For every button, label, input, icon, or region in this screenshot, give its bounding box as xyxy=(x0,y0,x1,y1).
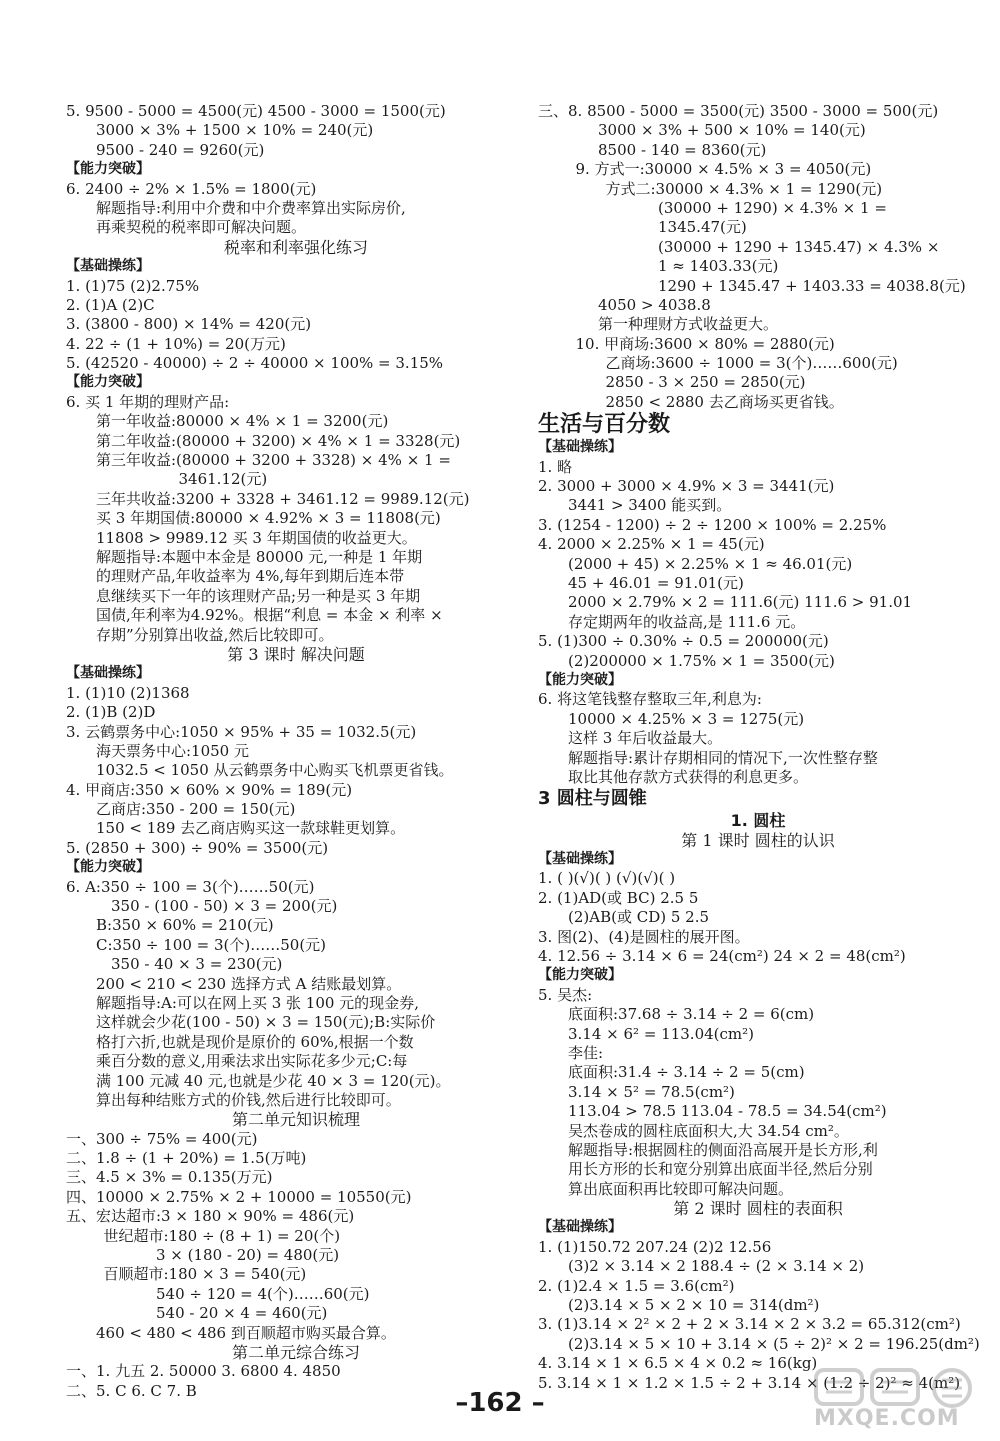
answer-line: 二、5. C 6. C 7. B xyxy=(66,1381,197,1400)
answer-line: 11808 > 9989.12 买 3 年期国债的收益更大。 xyxy=(96,528,417,547)
answer-line: 乙商店:350 - 200 = 150(元) xyxy=(96,800,296,819)
answer-line: 的理财产品,年收益率为 4%,每年到期后连本带 xyxy=(96,567,405,586)
answer-line: 2850 - 3 × 250 = 2850(元) xyxy=(605,373,806,392)
answer-line: 三、8. 8500 - 5000 = 3500(元) 3500 - 3000 = 500(元) xyxy=(538,102,939,120)
section-label: 【基础操练】 xyxy=(538,1219,622,1236)
answer-line: 方式二:30000 × 4.3% × 1 = 1290(元) xyxy=(605,179,883,198)
answer-line: 200 < 210 < 230 选择方式 A 结账最划算。 xyxy=(96,974,402,993)
answer-line: 8500 - 140 = 8360(元) xyxy=(598,140,767,159)
answer-line: 3. (1254 - 1200) ÷ 2 ÷ 1200 × 100% = 2.25% xyxy=(538,515,887,534)
answer-line: 第三年收益:(80000 + 3200 + 3328) × 4% × 1 = xyxy=(96,451,451,470)
answer-line: 五、宏达超市:3 × 180 × 90% = 486(元) xyxy=(66,1207,355,1226)
answer-line: 9500 - 240 = 9260(元) xyxy=(96,140,265,159)
answer-line: 二、1.8 ÷ (1 + 20%) = 1.5(万吨) xyxy=(66,1149,307,1168)
answer-line: 3.14 × 6² = 113.04(cm²) xyxy=(568,1024,754,1043)
answer-line: 满 100 元减 40 元,也就是少花 40 × 3 = 120(元)。 xyxy=(96,1071,451,1090)
answer-line: 6. A:350 ÷ 100 = 3(个)……50(元) xyxy=(66,877,315,896)
answer-line: 460 < 480 < 486 到百顺超市购买最合算。 xyxy=(96,1323,396,1342)
answer-line: 5. 吴杰: xyxy=(538,985,593,1004)
section-label: 【能力突破】 xyxy=(66,374,150,391)
answer-line: 5. (2850 + 300) ÷ 90% = 3500(元) xyxy=(66,838,329,857)
answer-line: 6. 2400 ÷ 2% × 1.5% = 1800(元) xyxy=(66,179,317,198)
answer-line: 1032.5 < 1050 从云鹤票务中心购买飞机票更省钱。 xyxy=(96,761,454,780)
right-column xyxy=(538,102,978,1393)
answer-line: 1290 + 1345.47 + 1403.33 = 4038.8(元) xyxy=(658,276,966,295)
answer-line: (2000 + 45) × 2.25% × 1 ≈ 46.01(元) xyxy=(568,554,853,573)
answer-line: 113.04 > 78.5 113.04 - 78.5 = 34.54(cm²) xyxy=(568,1102,887,1121)
answer-line: 格打六折,也就是现价是原价的 60%,根据一个数 xyxy=(96,1032,414,1051)
answer-line: (2)3.14 × 5 × 10 + 3.14 × (5 ÷ 2)² × 2 = 196.25(dm²) xyxy=(568,1334,980,1353)
section-label: 【基础操练】 xyxy=(538,439,622,456)
section-label: 【能力突破】 xyxy=(538,967,622,984)
section-heading: 第二单元知识梳理 xyxy=(231,1110,360,1130)
answer-line: 解题指导:利用中介费和中介费率算出实际房价, xyxy=(96,198,406,217)
section-heading: 第二单元综合练习 xyxy=(231,1343,360,1362)
answer-line: 2000 × 2.79% × 2 = 111.6(元) 111.6 > 91.01 xyxy=(568,593,913,612)
answer-line: 4. 22 ÷ (1 + 10%) = 20(万元) xyxy=(66,334,286,353)
answer-line: 乙商场:3600 ÷ 1000 = 3(个)……600(元) xyxy=(605,354,898,373)
answer-line: 4. 甲商店:350 × 60% × 90% = 189(元) xyxy=(66,780,353,799)
answer-line: 第一种理财方式收益更大。 xyxy=(598,315,779,334)
answer-line: 第一年收益:80000 × 4% × 1 = 3200(元) xyxy=(96,412,389,431)
answer-line: 2850 < 2880 去乙商场买更省钱。 xyxy=(605,392,844,411)
answer-line: 乘百分数的意义,用乘法求出实际花多少元;C:每 xyxy=(96,1052,408,1071)
answer-line: 3. 图(2)、(4)是圆柱的展开图。 xyxy=(538,927,750,946)
answer-line: 再乘契税的税率即可解决问题。 xyxy=(96,218,307,237)
answer-line: 3. (3800 - 800) × 14% = 420(元) xyxy=(66,315,312,334)
answer-line: 3000 × 3% + 1500 × 10% = 240(元) xyxy=(96,121,374,140)
section-heading: 第 3 课时 解决问题 xyxy=(227,644,365,664)
answer-line: 三年共收益:3200 + 3328 + 3461.12 = 9989.12(元) xyxy=(96,489,470,508)
answer-line: 4. 12.56 ÷ 3.14 × 6 = 24(cm²) 24 × 2 = 48(cm²) xyxy=(538,947,906,966)
answer-line: 一、300 ÷ 75% = 400(元) xyxy=(66,1129,258,1148)
answer-line: 4. 3.14 × 1 × 6.5 × 4 × 0.2 ≈ 16(kg) xyxy=(538,1354,818,1373)
answer-line: 9. 方式一:30000 × 4.5% × 3 = 4050(元) xyxy=(575,160,872,179)
answer-line: 3 × (180 - 20) = 480(元) xyxy=(156,1246,340,1265)
answer-line: 1. (1)150.72 207.24 (2)2 12.56 xyxy=(538,1237,772,1256)
section-heading: 生活与百分数 xyxy=(538,412,671,438)
answer-line: 4050 > 4038.8 xyxy=(598,295,711,314)
section-heading: 税率和利率强化练习 xyxy=(223,237,368,257)
answer-line: 5. 9500 - 5000 = 4500(元) 4500 - 3000 = 1500(元) xyxy=(66,102,446,120)
answer-line: 2. (1)B (2)D xyxy=(66,703,156,722)
section-label: 【基础操练】 xyxy=(66,258,150,275)
answer-line: 存定期两年的收益高,是 111.6 元。 xyxy=(568,612,806,631)
answer-line: (2)200000 × 1.75% × 1 = 3500(元) xyxy=(568,651,835,670)
answer-line: 算出每种结账方式的价钱,然后进行比较即可。 xyxy=(96,1090,401,1109)
answer-line: 息继续买下一年的该理财产品;另一种是买 3 年期 xyxy=(96,586,421,605)
answer-line: 四、10000 × 2.75% × 2 + 10000 = 10550(元) xyxy=(66,1187,412,1206)
answer-line: 海天票务中心:1050 元 xyxy=(96,741,249,760)
section-label: 【基础操练】 xyxy=(66,665,150,682)
answer-line: 2. (1)2.4 × 1.5 = 3.6(cm²) xyxy=(538,1276,735,1295)
section-heading: 第 2 课时 圆柱的表面积 xyxy=(673,1199,843,1219)
page-number: –162 – xyxy=(455,1388,545,1418)
answer-line: 3. (1)3.14 × 2² × 2 + 2 × 3.14 × 2 × 3.2 = 65.312(cm²) xyxy=(538,1315,961,1334)
section-label: 【能力突破】 xyxy=(66,161,150,178)
watermark-logo-icon xyxy=(812,1366,988,1410)
answer-line: 5. 3.14 × 1 × 1.2 × 1.5 ÷ 2 + 3.14 × (1.2 ÷ 2)² ≈ 4(m²) xyxy=(538,1373,961,1392)
answer-line: 540 ÷ 120 = 4(个)……60(元) xyxy=(156,1284,370,1303)
section-label: 【能力突破】 xyxy=(66,859,150,876)
answer-line: 第二年收益:(80000 + 3200) × 4% × 1 = 3328(元) xyxy=(96,431,461,450)
answer-line: 底面积:31.4 ÷ 3.14 ÷ 2 = 5(cm) xyxy=(568,1063,805,1082)
answer-line: 吴杰卷成的圆柱底面积大,大 34.54 cm²。 xyxy=(568,1121,849,1140)
answer-line: (30000 + 1290) × 4.3% × 1 = xyxy=(658,198,887,217)
answer-line: 解题指导:A:可以在网上买 3 张 100 元的现金券, xyxy=(96,993,419,1012)
answer-line: 350 - 40 × 3 = 230(元) xyxy=(111,955,283,974)
answer-line: 取比其他存款方式获得的利息更多。 xyxy=(568,767,809,786)
section-heading: 1. 圆柱 xyxy=(730,811,786,831)
answer-line: 10000 × 4.25% × 3 = 1275(元) xyxy=(568,709,805,728)
answer-line: 150 < 189 去乙商店购买这一款球鞋更划算。 xyxy=(96,819,406,838)
section-heading: 3 圆柱与圆锥 xyxy=(538,788,647,810)
answer-line: 350 - (100 - 50) × 3 = 200(元) xyxy=(111,897,338,916)
answer-line: 1. (1)10 (2)1368 xyxy=(66,683,190,702)
watermark-logo xyxy=(812,1366,988,1434)
answer-line: 3441 > 3400 能买到。 xyxy=(568,496,732,515)
answer-line: 1345.47(元) xyxy=(658,218,747,237)
answer-line: 1 ≈ 1403.33(元) xyxy=(658,257,779,276)
answer-line: 用长方形的长和宽分别算出底面半径,然后分别 xyxy=(568,1160,873,1179)
section-heading: 第 1 课时 圆柱的认识 xyxy=(681,830,835,850)
answer-line: 6. 将这笔钱整存整取三年,利息为: xyxy=(538,690,762,709)
answer-line: 1. (1)75 (2)2.75% xyxy=(66,276,200,295)
answer-line: 3461.12(元) xyxy=(178,470,268,489)
answer-line: B:350 × 60% = 210(元) xyxy=(96,916,274,935)
section-label: 【基础操练】 xyxy=(538,851,622,868)
answer-line: 三、4.5 × 3% = 0.135(万元) xyxy=(66,1168,273,1187)
answer-line: 1. ( )(√)( ) (√)(√)( ) xyxy=(538,869,676,888)
answer-line: 2. (1)A (2)C xyxy=(66,295,155,314)
answer-line: 1. 略 xyxy=(538,457,573,476)
answer-line: 5. (42520 - 40000) ÷ 2 ÷ 40000 × 100% = 3.15% xyxy=(66,354,444,373)
watermark-text: MXQE.COM xyxy=(814,1406,960,1431)
answer-line: 李佳: xyxy=(568,1043,604,1062)
answer-line: (2)3.14 × 5 × 2 × 10 = 314(dm²) xyxy=(568,1296,820,1315)
answer-line: 这样 3 年后收益最大。 xyxy=(568,729,723,748)
left-column xyxy=(66,102,526,1401)
section-label: 【能力突破】 xyxy=(538,671,622,688)
answer-line: 一、1. 九五 2. 50000 3. 6800 4. 4850 xyxy=(66,1362,341,1381)
answer-line: 3.14 × 5² = 78.5(cm²) xyxy=(568,1082,735,1101)
answer-line: (2)AB(或 CD) 5 2.5 xyxy=(568,908,710,927)
answer-line: (30000 + 1290 + 1345.47) × 4.3% × xyxy=(658,237,940,256)
answer-line: 存期”分别算出收益,然后比较即可。 xyxy=(96,625,334,644)
answer-line: 国债,年利率为4.92%。根据“利息 = 本金 × 利率 × xyxy=(96,606,443,625)
answer-line: 3000 × 3% + 500 × 10% = 140(元) xyxy=(598,121,866,140)
answer-line: 6. 买 1 年期的理财产品: xyxy=(66,392,230,411)
answer-line: 45 + 46.01 = 91.01(元) xyxy=(568,573,744,592)
answer-line: 10. 甲商场:3600 × 80% = 2880(元) xyxy=(575,334,835,353)
answer-line: 解题指导:累计存期相同的情况下,一次性整存整 xyxy=(568,748,878,767)
answer-line: 2. 3000 + 3000 × 4.9% × 3 = 3441(元) xyxy=(538,477,835,496)
answer-line: 解题指导:根据圆柱的侧面沿高展开是长方形,利 xyxy=(568,1140,878,1159)
answer-line: 5. (1)300 ÷ 0.30% ÷ 0.5 = 200000(元) xyxy=(538,632,829,651)
answer-line: (3)2 × 3.14 × 2 188.4 ÷ (2 × 3.14 × 2) xyxy=(568,1257,865,1276)
answer-line: 3. 云鹤票务中心:1050 × 95% + 35 = 1032.5(元) xyxy=(66,722,417,741)
answer-line: 买 3 年期国债:80000 × 4.92% × 3 = 11808(元) xyxy=(96,509,441,528)
answer-line: 2. (1)AD(或 BC) 2.5 5 xyxy=(538,888,699,907)
answer-line: 百顺超市:180 × 3 = 540(元) xyxy=(103,1265,307,1284)
answer-line: 算出底面积再比较即可解决问题。 xyxy=(568,1179,794,1198)
answer-line: 解题指导:本题中本金是 80000 元,一种是 1 年期 xyxy=(96,547,423,566)
answer-line: 底面积:37.68 ÷ 3.14 ÷ 2 = 6(cm) xyxy=(568,1005,815,1024)
answer-line: 4. 2000 × 2.25% × 1 = 45(元) xyxy=(538,535,765,554)
answer-line: C:350 ÷ 100 = 3(个)……50(元) xyxy=(96,935,327,954)
answer-line: 540 - 20 × 4 = 460(元) xyxy=(156,1304,328,1323)
answer-line: 这样就会少花(100 - 50) × 3 = 150(元);B:实际价 xyxy=(96,1013,436,1032)
answer-line: 世纪超市:180 ÷ (8 + 1) = 20(个) xyxy=(103,1226,341,1245)
